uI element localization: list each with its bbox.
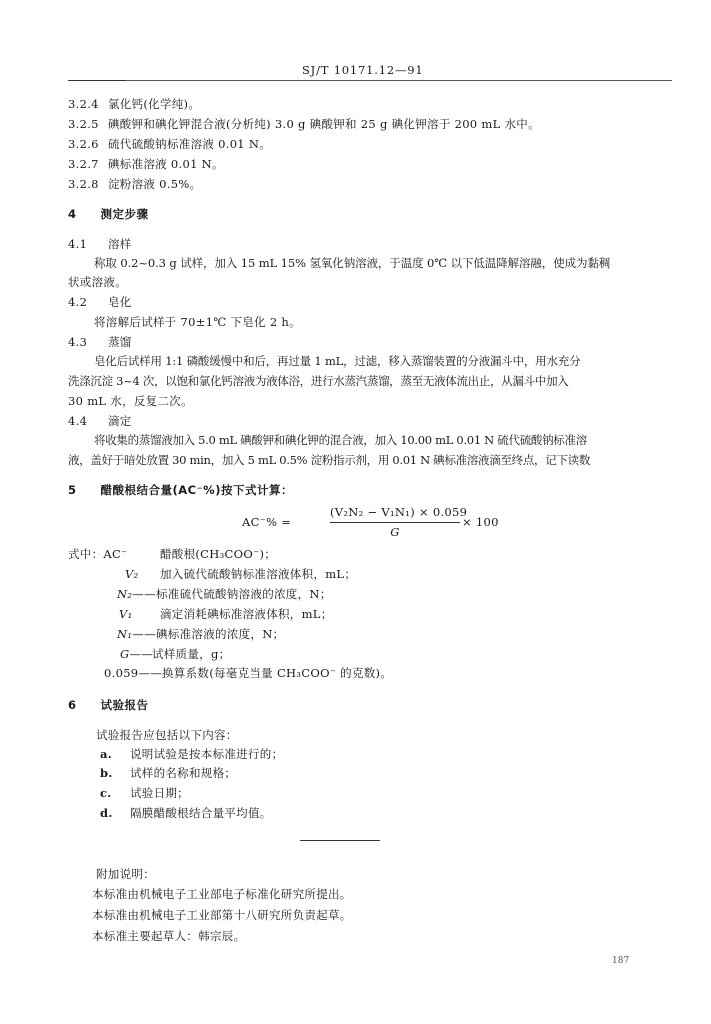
formula-numerator: (V₂N₂ − V₁N₁) × 0.059	[330, 505, 468, 519]
report-item	[100, 785, 189, 801]
end-rule	[300, 840, 380, 841]
subsection-4-2-heading	[68, 294, 132, 310]
paragraph-line: 洗涤沉淀 3~4 次，以饱和氯化钙溶液为液体浴，进行水蒸汽蒸馏，蒸至无液体流出止，从漏斗中加入	[68, 374, 569, 388]
subsection-title: 滴定	[107, 414, 132, 428]
item-text: 硫代硫酸钠标准溶液 0.01 N。	[107, 137, 272, 151]
where-desc: 醋酸根(CH₃COO⁻)；	[160, 547, 277, 561]
item-text: 淀粉溶液 0.5%。	[107, 177, 202, 191]
subsection-title: 溶样	[107, 237, 132, 251]
variable-symbol: V₁	[119, 607, 133, 621]
section-6-heading	[68, 697, 149, 713]
subsection-4-1-heading	[68, 236, 132, 252]
variable-symbol: N₁——	[117, 627, 156, 641]
variable-desc: 标准硫代硫酸钠溶液的浓度，N；	[156, 587, 332, 601]
appendix-line: 本标准主要起草人：韩宗辰。	[92, 929, 246, 943]
item-text: 碘标准溶液 0.01 N。	[107, 157, 224, 171]
paragraph-line: 称取 0.2~0.3 g 试样，加入 15 mL 15% 氢氧化钠溶液，于温度 0℃ 以下低温降解溶融，使成为黏稠	[94, 256, 611, 270]
variable-symbol: V₂	[125, 567, 139, 581]
paragraph-line: 状或溶液。	[68, 275, 127, 289]
item-3-2-5	[68, 116, 540, 132]
item-text: 碘酸钾和碘化钾混合液(分析纯) 3.0 g 碘酸钾和 25 g 碘化钾溶于 200 mL 水中。	[107, 117, 540, 131]
item-label: a.	[100, 747, 113, 761]
item-label: d.	[100, 806, 113, 820]
item-text: 说明试验是按本标准进行的；	[129, 747, 284, 761]
formula-denominator: G	[390, 525, 400, 539]
header-rule	[126, 80, 672, 81]
section-number: 5	[68, 483, 77, 497]
appendix-line: 本标准由机械电子工业部电子标准化研究所提出。	[92, 887, 352, 901]
appendix-line: 本标准由机械电子工业部第十八研究所负责起草。	[92, 908, 352, 922]
item-label: b.	[100, 766, 113, 780]
variable-desc: 滴定消耗碘标准溶液体积，mL；	[160, 607, 333, 621]
variable-symbol: 0.059——	[104, 666, 163, 680]
item-number: 3.2.4	[68, 97, 99, 111]
item-number: 3.2.5	[68, 117, 99, 131]
report-item	[100, 765, 236, 781]
section-5-heading	[68, 482, 293, 498]
variable-desc: 碘标准溶液的浓度，N；	[156, 627, 285, 641]
item-number: 3.2.8	[68, 177, 99, 191]
section-title: 试验报告	[100, 698, 149, 712]
paragraph-line: 将收集的蒸馏液加入 5.0 mL 碘酸钾和碘化钾的混合液，加入 10.00 mL 0.01 N 硫代硫酸钠标准溶	[94, 433, 587, 447]
item-text: 试样的名称和规格；	[129, 766, 237, 780]
subsection-number: 4.1	[68, 237, 88, 251]
item-3-2-7	[68, 156, 224, 172]
header-rule-left	[68, 80, 126, 81]
subsection-title: 皂化	[107, 295, 132, 309]
item-number: 3.2.7	[68, 157, 99, 171]
item-3-2-6	[68, 136, 271, 152]
fraction-bar	[330, 522, 460, 523]
item-label: c.	[100, 786, 112, 800]
subsection-number: 4.4	[68, 414, 88, 428]
variable-desc: 加入硫代硫酸钠标准溶液体积，mL；	[160, 567, 357, 581]
variable-symbol: N₂——	[117, 587, 156, 601]
item-text: 氯化钙(化学纯)。	[107, 97, 201, 111]
section-number: 4	[68, 207, 77, 221]
subsection-number: 4.2	[68, 295, 88, 309]
section-title: 测定步骤	[100, 207, 149, 221]
subsection-4-3-heading	[68, 334, 132, 350]
paragraph-line: 30 mL 水，反复二次。	[68, 394, 193, 408]
subsection-title: 蒸馏	[107, 335, 132, 349]
variable-symbol: G——	[120, 647, 154, 661]
section-number: 6	[68, 698, 77, 712]
paragraph-line: 液，盖好于暗处放置 30 min，加入 5 mL 0.5% 淀粉指示剂，用 0.01 N 碘标准溶液滴至终点，记下读数	[68, 453, 591, 467]
paragraph-line: 皂化后试样用 1:1 磷酸缓慢中和后，再过量 1 mL，过滤，移入蒸馏装置的分液漏斗中，用水充分	[94, 354, 581, 368]
standard-code: SJ/T 10171.12—91	[302, 63, 424, 77]
subsection-number: 4.3	[68, 335, 88, 349]
item-text: 试验日期；	[129, 786, 189, 800]
variable-desc: 换算系数(每毫克当量 CH₃COO⁻ 的克数)。	[162, 666, 393, 680]
paragraph-line: 将溶解后试样于 70±1℃ 下皂化 2 h。	[94, 315, 301, 329]
item-number: 3.2.6	[68, 137, 99, 151]
item-text: 隔膜醋酸根结合量平均值。	[129, 806, 272, 820]
item-3-2-8	[68, 176, 201, 192]
item-3-2-4	[68, 96, 200, 112]
variable-desc: 试样质量，g；	[152, 647, 231, 661]
formula-factor: × 100	[462, 515, 499, 529]
report-item	[100, 746, 283, 762]
where-label: 式中：AC⁻	[68, 547, 128, 561]
report-item	[100, 805, 272, 821]
section-4-heading	[68, 206, 149, 222]
page-number: 187	[612, 956, 630, 966]
section-title: 醋酸根结合量(AC⁻%)按下式计算：	[100, 483, 293, 497]
formula-lhs: AC⁻% =	[242, 515, 292, 529]
appendix-title: 附加说明：	[96, 867, 155, 881]
report-intro: 试验报告应包括以下内容：	[96, 728, 238, 742]
subsection-4-4-heading	[68, 413, 132, 429]
